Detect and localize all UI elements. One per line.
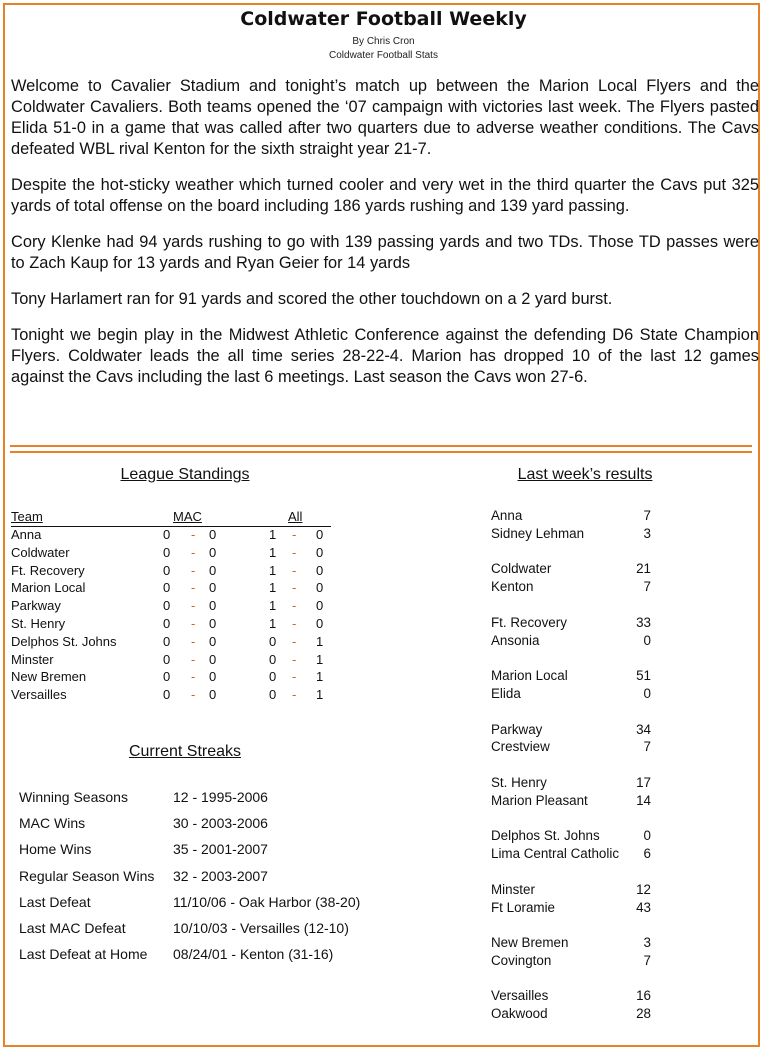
standings-row <box>11 598 331 616</box>
result-line <box>491 508 651 526</box>
mac-wins: 0 <box>163 633 171 649</box>
divider-top <box>10 445 752 447</box>
result-line <box>491 686 651 704</box>
result-line <box>491 882 651 900</box>
all-dash: - <box>292 651 297 667</box>
result-score: 43 <box>636 899 651 915</box>
standings-row <box>11 634 331 652</box>
result-score: 3 <box>643 525 651 541</box>
mac-wins: 0 <box>163 598 171 614</box>
mac-dash: - <box>191 544 196 560</box>
mac-losses: 0 <box>209 615 217 631</box>
article-paragraph: Welcome to Cavalier Stadium and tonight’s match up between the Marion Local Flyers and the Coldwater Cavaliers. Both teams opened the ‘07 campaign with victories last week. The Flyers pasted Elida 51-0 in a game that was called after two quarters due to adverse weather conditions. The Cavs defeated WBL rival Kenton for the sixth straight year 21-7. <box>11 77 759 158</box>
result-team: Ft Loramie <box>491 899 555 915</box>
result-score: 6 <box>643 846 651 862</box>
result-team: Delphos St. Johns <box>491 828 600 844</box>
streak-value: 35 - 2001-2007 <box>173 841 268 858</box>
all-wins: 1 <box>269 527 277 542</box>
mac-wins: 0 <box>163 527 171 542</box>
result-team: Elida <box>491 686 521 702</box>
byline-author: By Chris Cron <box>352 36 415 47</box>
team-name: Marion Local <box>11 580 86 596</box>
all-losses: 1 <box>316 687 324 703</box>
team-name: St. Henry <box>11 615 66 631</box>
mac-dash: - <box>191 527 196 542</box>
result-line <box>491 526 651 544</box>
result-score: 12 <box>636 881 651 897</box>
col-all-header: All <box>288 509 303 524</box>
result-score: 28 <box>636 1006 651 1022</box>
streak-value: 08/24/01 - Kenton (31-16) <box>173 946 334 963</box>
result-score: 17 <box>636 774 651 790</box>
result-line <box>491 828 651 846</box>
article-paragraph: Cory Klenke had 94 yards rushing to go with 139 passing yards and two TDs. Those TD passes were to Zach Kaup for 13 yards and Ryan Geier for 14 yards <box>11 233 759 272</box>
result-team: Ansonia <box>491 632 540 648</box>
all-wins: 1 <box>269 615 277 631</box>
result-score: 51 <box>636 668 651 684</box>
standings-rows <box>11 527 331 705</box>
all-wins: 1 <box>269 598 277 614</box>
result-score: 34 <box>636 721 651 737</box>
streak-label: MAC Wins <box>19 815 86 832</box>
mac-wins: 0 <box>163 669 171 685</box>
result-team: Parkway <box>491 721 543 737</box>
result-game <box>491 561 651 597</box>
streak-label: Home Wins <box>19 841 92 858</box>
mac-losses: 0 <box>209 562 217 578</box>
all-dash: - <box>292 544 297 560</box>
mac-losses: 0 <box>209 669 217 685</box>
result-line <box>491 561 651 579</box>
result-score: 21 <box>636 561 651 577</box>
team-name: Minster <box>11 651 54 667</box>
mac-losses: 0 <box>209 633 217 649</box>
mac-losses: 0 <box>209 651 217 667</box>
standings-row <box>11 563 331 581</box>
all-losses: 1 <box>316 651 324 667</box>
all-dash: - <box>292 580 297 596</box>
result-team: Kenton <box>491 579 534 595</box>
mac-wins: 0 <box>163 562 171 578</box>
result-score: 7 <box>643 952 651 968</box>
result-team: Ft. Recovery <box>491 614 567 630</box>
result-score: 7 <box>643 739 651 755</box>
team-name: Ft. Recovery <box>11 562 85 578</box>
streak-value: 12 - 1995-2006 <box>173 789 268 805</box>
article-paragraph: Despite the hot-sticky weather which turned cooler and very wet in the third quarter the Cavs put 325 yards of total offense on the board including 186 yards rushing and 139 yard passing. <box>11 176 759 215</box>
byline-source: Coldwater Football Stats <box>329 50 438 61</box>
result-game <box>491 722 651 758</box>
mac-dash: - <box>191 598 196 614</box>
col-team-header: Team <box>11 509 43 524</box>
standings-row <box>11 652 331 670</box>
streaks-heading: Current Streaks <box>128 743 242 760</box>
all-dash: - <box>292 633 297 649</box>
all-losses: 0 <box>316 580 324 596</box>
standings-header-row <box>11 509 331 527</box>
team-name: Anna <box>11 527 42 542</box>
result-game <box>491 828 651 864</box>
result-game <box>491 935 651 971</box>
results-list <box>491 508 651 1042</box>
result-line <box>491 615 651 633</box>
team-name: Delphos St. Johns <box>11 633 117 649</box>
all-dash: - <box>292 687 297 703</box>
all-dash: - <box>292 527 297 542</box>
streak-label: Regular Season Wins <box>19 867 155 884</box>
article-paragraph: Tonight we begin play in the Midwest Athletic Conference against the defending D6 State Champion Flyers. Coldwater leads the all time series 28-22-4. Marion has dropped 10 of the last 12 games against the Cavs including the last 6 meetings. Last season the Cavs won 27-6. <box>11 326 759 386</box>
all-losses: 0 <box>316 598 324 614</box>
result-team: St. Henry <box>491 774 547 790</box>
page-title: Coldwater Football Weekly <box>240 8 527 30</box>
mac-dash: - <box>191 633 196 649</box>
result-team: Versailles <box>491 988 549 1004</box>
result-team: Coldwater <box>491 561 552 577</box>
all-losses: 0 <box>316 615 324 631</box>
result-game <box>491 615 651 651</box>
standings-heading: League Standings <box>120 466 250 483</box>
result-team: Marion Local <box>491 668 568 684</box>
result-team: New Bremen <box>491 935 569 950</box>
standings-row <box>11 527 331 545</box>
streak-label: Last Defeat <box>19 893 91 910</box>
result-score: 3 <box>643 935 651 950</box>
result-team: Marion Pleasant <box>491 792 588 808</box>
result-score: 33 <box>636 614 651 630</box>
all-wins: 1 <box>269 580 277 596</box>
standings-row <box>11 669 331 687</box>
result-line <box>491 633 651 651</box>
result-line <box>491 900 651 918</box>
mac-wins: 0 <box>163 615 171 631</box>
all-losses: 1 <box>316 669 324 685</box>
result-line <box>491 668 651 686</box>
all-losses: 1 <box>316 633 324 649</box>
mac-dash: - <box>191 615 196 631</box>
all-wins: 1 <box>269 562 277 578</box>
all-dash: - <box>292 598 297 614</box>
result-score: 7 <box>643 508 651 523</box>
streak-value: 30 - 2003-2006 <box>173 815 268 832</box>
standings-row <box>11 545 331 563</box>
result-line <box>491 846 651 864</box>
result-team: Minster <box>491 881 535 897</box>
all-losses: 0 <box>316 527 324 542</box>
result-line <box>491 1006 651 1024</box>
mac-wins: 0 <box>163 651 171 667</box>
streak-value: 11/10/06 - Oak Harbor (38-20) <box>173 893 361 910</box>
results-heading: Last week’s results <box>517 466 653 483</box>
result-line <box>491 793 651 811</box>
all-wins: 0 <box>269 687 277 703</box>
result-team: Anna <box>491 508 523 523</box>
mac-losses: 0 <box>209 580 217 596</box>
article-body <box>11 76 759 403</box>
result-score: 14 <box>636 792 651 808</box>
all-losses: 0 <box>316 562 324 578</box>
standings-table <box>11 509 331 705</box>
all-wins: 0 <box>269 633 277 649</box>
result-score: 0 <box>643 828 651 844</box>
streak-value: 10/10/03 - Versailles (12-10) <box>173 919 349 936</box>
result-line <box>491 775 651 793</box>
standings-row <box>11 687 331 705</box>
result-team: Crestview <box>491 739 550 755</box>
mac-wins: 0 <box>163 544 171 560</box>
result-team: Sidney Lehman <box>491 525 585 541</box>
result-line <box>491 722 651 740</box>
result-score: 0 <box>643 686 651 702</box>
all-dash: - <box>292 562 297 578</box>
result-score: 7 <box>643 579 651 595</box>
result-game <box>491 775 651 811</box>
mac-dash: - <box>191 580 196 596</box>
streak-label: Winning Seasons <box>19 789 128 805</box>
result-score: 0 <box>643 632 651 648</box>
mac-dash: - <box>191 669 196 685</box>
all-wins: 0 <box>269 669 277 685</box>
mac-dash: - <box>191 651 196 667</box>
team-name: Parkway <box>11 598 61 614</box>
result-score: 16 <box>636 988 651 1004</box>
mac-losses: 0 <box>209 527 217 542</box>
mac-losses: 0 <box>209 544 217 560</box>
result-team: Oakwood <box>491 1006 548 1022</box>
streak-label: Last MAC Defeat <box>19 919 126 936</box>
all-dash: - <box>292 669 297 685</box>
result-game <box>491 508 651 544</box>
article-paragraph: Tony Harlamert ran for 91 yards and scored the other touchdown on a 2 yard burst. <box>11 290 613 308</box>
mac-wins: 0 <box>163 687 171 703</box>
col-mac-header: MAC <box>173 509 202 524</box>
all-dash: - <box>292 615 297 631</box>
mac-dash: - <box>191 687 196 703</box>
streak-value: 32 - 2003-2007 <box>173 867 268 884</box>
streak-label: Last Defeat at Home <box>19 946 148 963</box>
result-game <box>491 668 651 704</box>
mac-losses: 0 <box>209 598 217 614</box>
mac-dash: - <box>191 562 196 578</box>
mac-wins: 0 <box>163 580 171 596</box>
result-team: Covington <box>491 952 552 968</box>
team-name: New Bremen <box>11 669 87 685</box>
team-name: Versailles <box>11 687 67 703</box>
all-wins: 1 <box>269 544 277 560</box>
divider-bottom <box>10 451 752 453</box>
result-line <box>491 579 651 597</box>
result-game <box>491 882 651 918</box>
standings-row <box>11 616 331 634</box>
result-line <box>491 739 651 757</box>
result-line <box>491 988 651 1006</box>
all-wins: 0 <box>269 651 277 667</box>
all-losses: 0 <box>316 544 324 560</box>
result-line <box>491 935 651 953</box>
result-team: Lima Central Catholic <box>491 846 620 862</box>
team-name: Coldwater <box>11 544 70 560</box>
standings-row <box>11 580 331 598</box>
mac-losses: 0 <box>209 687 217 703</box>
result-game <box>491 988 651 1024</box>
result-line <box>491 953 651 971</box>
